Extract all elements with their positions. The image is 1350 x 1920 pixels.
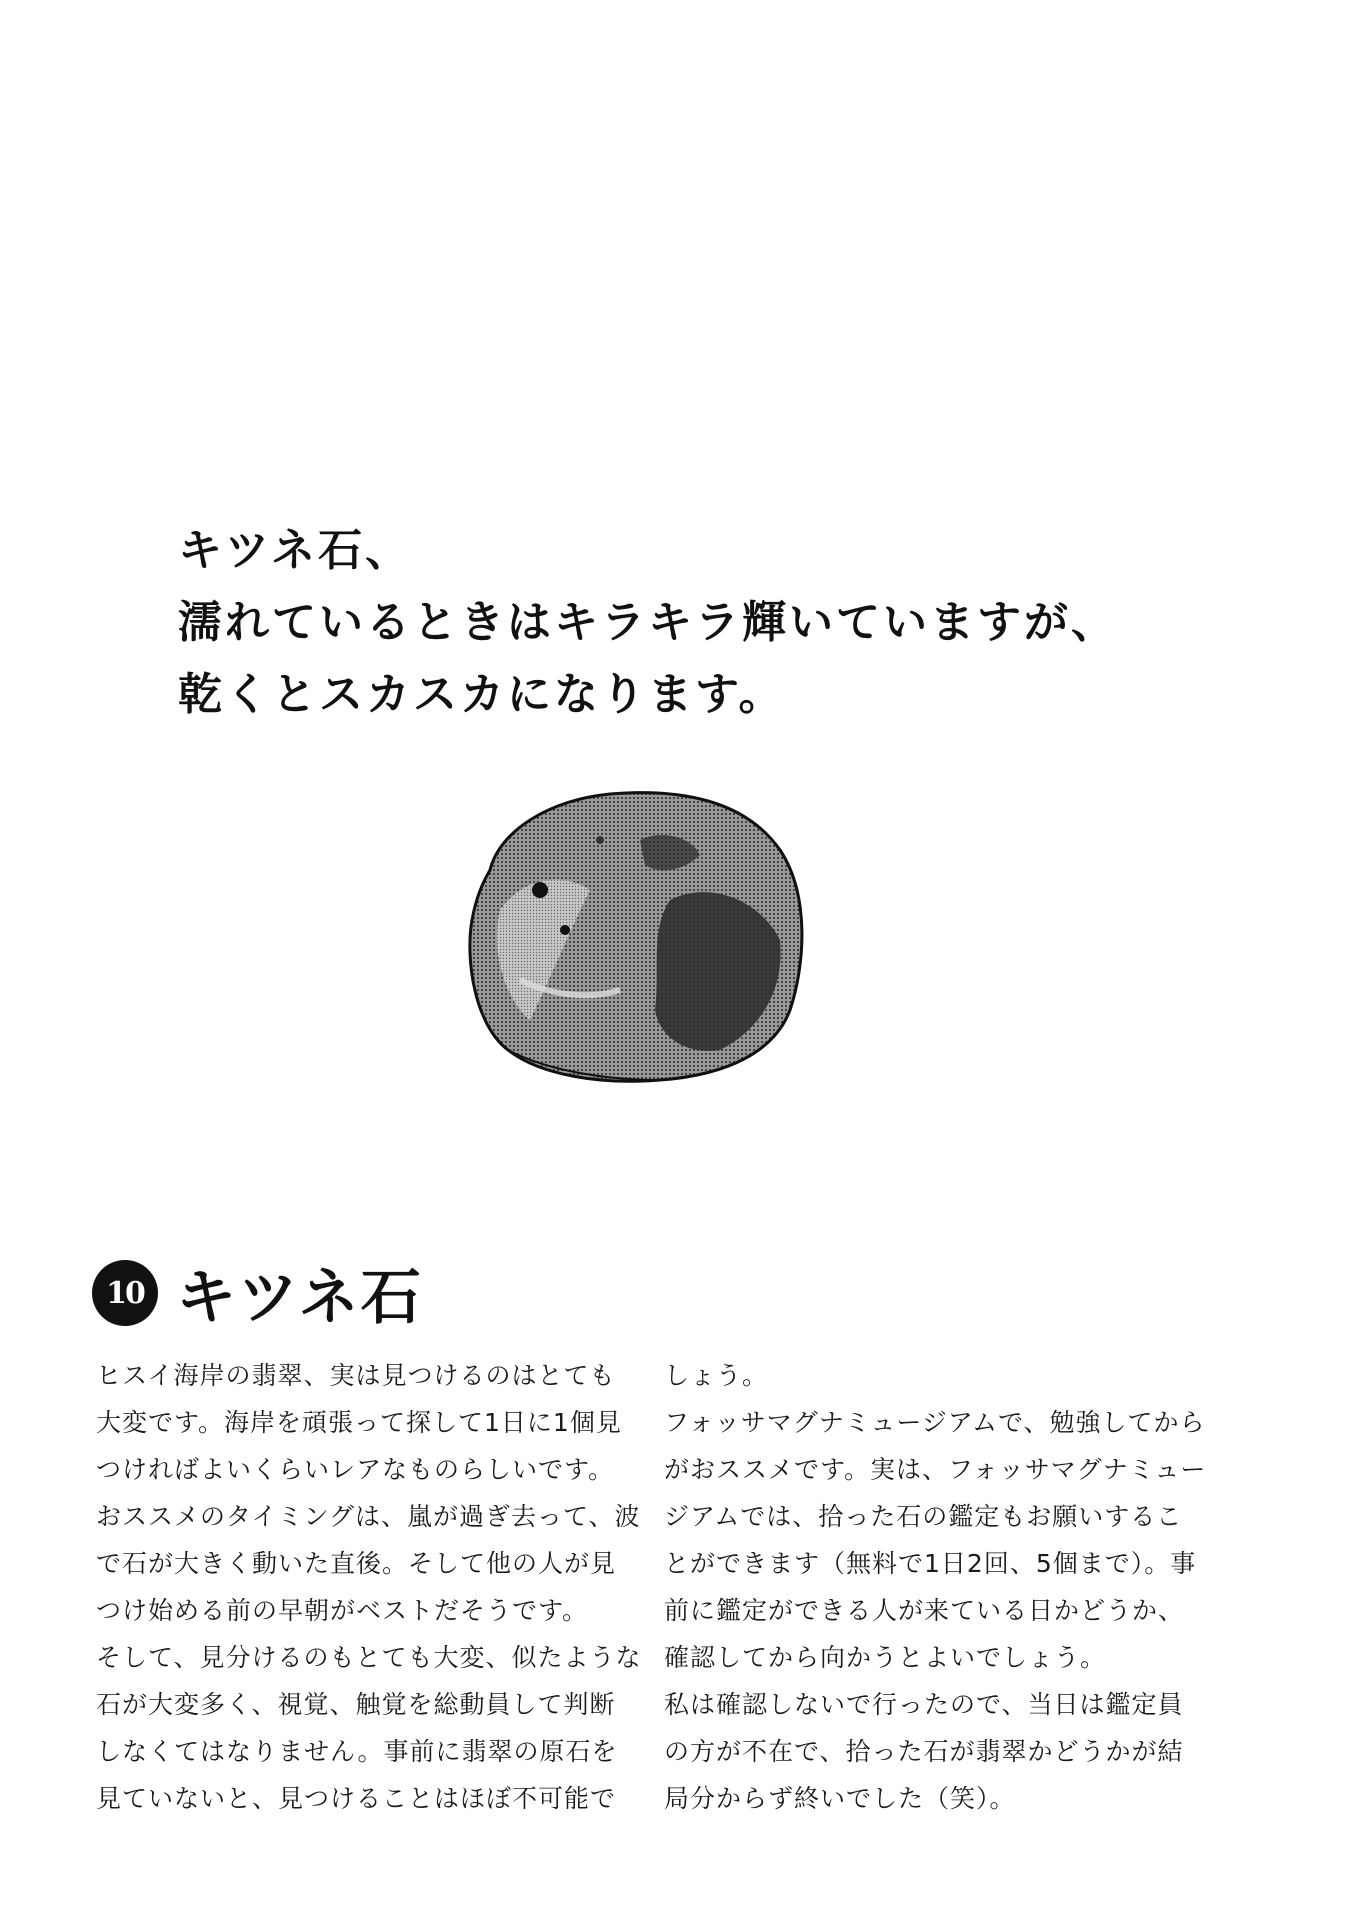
caption [178, 515, 1118, 731]
body-line: で石が大きく動いた直後。そして他の人が見 [96, 1549, 617, 1578]
body-line: 局分からず終いでした（笑）。 [664, 1784, 1016, 1813]
body-line: 私は確認しないで行ったので、当日は鑑定員 [664, 1690, 1184, 1719]
stone-illustration [460, 780, 820, 1090]
body-line: とができます（無料で1日2回、5個まで）。事 [664, 1549, 1197, 1578]
body-line: 石が大変多く、視覚、触覚を総動員して判断 [96, 1690, 616, 1719]
body-line: おススメのタイミングは、嵐が過ぎ去って、波 [96, 1502, 641, 1531]
body-line: しなくてはなりません。事前に翡翠の原石を [96, 1737, 618, 1766]
section-heading [92, 1257, 423, 1333]
body-line: しょう。 [664, 1361, 769, 1390]
body-line: フォッサマグナミュージアムで、勉強してから [664, 1408, 1206, 1437]
caption-line: 濡れているときはキラキラ輝いていますが、 [178, 597, 1118, 648]
stone-icon [460, 780, 820, 1090]
body-line: 見ていないと、見つけることはほぼ不可能で [96, 1784, 617, 1813]
body-line: ジアムでは、拾った石の鑑定もお願いするこ [664, 1502, 1183, 1531]
body-column-right [664, 1352, 1207, 1822]
body-line: つけ始める前の早朝がベストだそうです。 [96, 1596, 589, 1625]
body-line: 大変です。海岸を頑張って探して1日に1個見 [96, 1408, 622, 1437]
body-line: 確認してから向かうとよいでしょう。 [664, 1643, 1107, 1672]
body-column-left [96, 1352, 642, 1822]
body-line: そして、見分けるのもとても大変、似たような [96, 1643, 642, 1672]
section-number-badge: 10 [92, 1260, 158, 1326]
caption-line: キツネ石、 [178, 525, 413, 576]
body-line: ヒスイ海岸の翡翠、実は見つけるのはとても [96, 1361, 616, 1390]
body-line: 前に鑑定ができる人が来ている日かどうか、 [664, 1596, 1185, 1625]
body-line: がおススメです。実は、フォッサマグナミュー [664, 1455, 1207, 1484]
section-title: キツネ石 [176, 1263, 423, 1333]
caption-line: 乾くとスカスカになります。 [178, 669, 786, 720]
body-line: の方が不在で、拾った石が翡翠かどうかが結 [664, 1737, 1184, 1766]
body-line: つければよいくらいレアなものらしいです。 [96, 1455, 615, 1484]
